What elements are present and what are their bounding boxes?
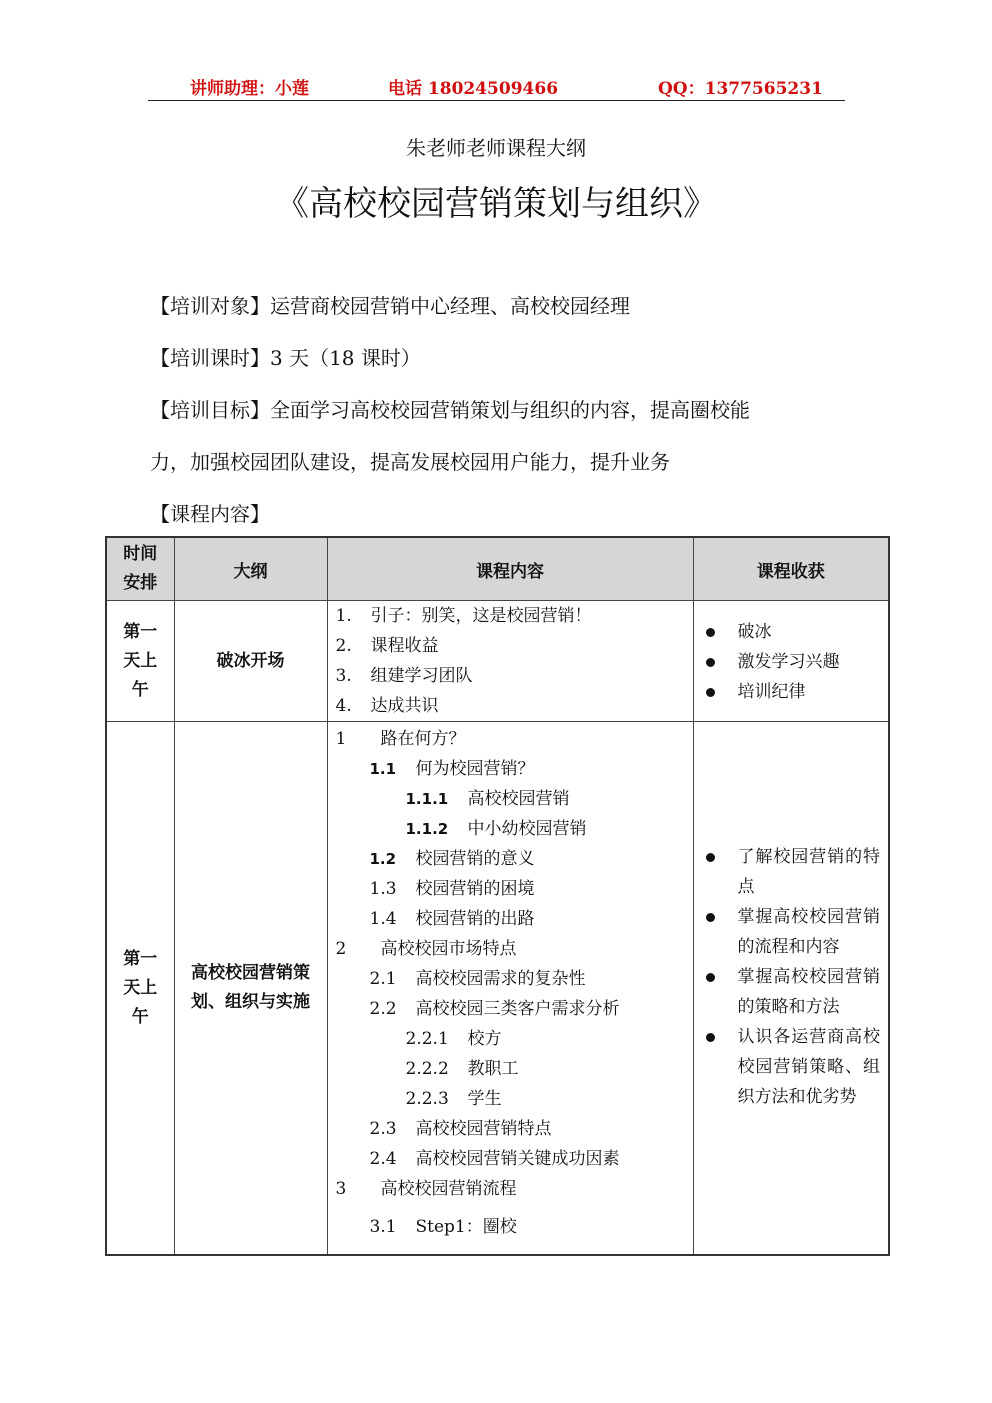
list-item: 2.3 高校校园营销特点 <box>369 1119 552 1139</box>
gain-item: 掌握高校校园营销的流程和内容 <box>694 902 889 962</box>
phone-contact: 电话 18024509466 <box>388 79 559 99</box>
list-item: 3. 组建学习团队 <box>335 666 473 686</box>
list-item: 1.1 何为校园营销？ <box>369 759 535 779</box>
list-item: 2.1 高校校园需求的复杂性 <box>369 969 586 989</box>
page-header <box>148 72 845 101</box>
gain-item: 认识各运营商高校校园营销策略、组织方法和优劣势 <box>694 1022 889 1112</box>
course-content-label: 【课程内容】 <box>150 502 270 526</box>
bullet-icon <box>706 913 715 922</box>
list-item: 4. 达成共识 <box>335 696 439 716</box>
gain-item: 破冰 <box>694 617 889 647</box>
list-item: 1 路在何方？ <box>335 729 466 749</box>
row-gains <box>693 722 889 1256</box>
list-item: 2.2 高校校园三类客户需求分析 <box>369 999 620 1019</box>
bullet-icon <box>706 688 715 697</box>
list-item: 2 高校校园市场特点 <box>335 939 517 959</box>
list-item: 1.3 校园营销的困境 <box>369 879 535 899</box>
list-item: 2.2.2 教职工 <box>405 1059 519 1079</box>
gain-item: 激发学习兴趣 <box>694 647 889 677</box>
list-item: 3.1 Step1：圈校 <box>369 1217 517 1237</box>
list-item: 3 高校校园营销流程 <box>335 1179 517 1199</box>
training-goal-line2: 力，加强校园团队建设，提高发展校园用户能力，提升业务 <box>150 450 670 474</box>
table-row <box>106 601 889 722</box>
bullet-icon <box>706 658 715 667</box>
bullet-icon <box>706 1033 715 1042</box>
table-row <box>106 722 889 1256</box>
row-time: 第一天上午 <box>106 601 174 722</box>
table-header-row <box>106 537 889 601</box>
row-time: 第一天上午 <box>106 722 174 1256</box>
list-item: 2.4 高校校园营销关键成功因素 <box>369 1149 620 1169</box>
gain-item: 掌握高校校园营销的策略和方法 <box>694 962 889 1022</box>
row-gains <box>693 601 889 722</box>
training-target: 【培训对象】运营商校园营销中心经理、高校校园经理 <box>150 294 630 318</box>
bullet-icon <box>706 853 715 862</box>
training-hours: 【培训课时】3 天（18 课时） <box>150 346 421 370</box>
doc-title: 《高校校园营销策划与组织》 <box>275 184 717 224</box>
list-item: 2.2.3 学生 <box>405 1089 502 1109</box>
row-content <box>327 722 693 1256</box>
header-content: 课程内容 <box>327 537 693 601</box>
list-item: 1.1.2 中小幼校园营销 <box>405 819 587 839</box>
list-item: 1.4 校园营销的出路 <box>369 909 535 929</box>
header-outline: 大纲 <box>174 537 327 601</box>
training-goal-line1: 【培训目标】全面学习高校校园营销策划与组织的内容，提高圈校能 <box>150 398 750 422</box>
doc-subtitle: 朱老师老师课程大纲 <box>406 136 586 160</box>
header-gains: 课程收获 <box>693 537 889 601</box>
row-outline: 破冰开场 <box>174 601 327 722</box>
assistant-contact: 讲师助理：小莲 <box>190 79 309 99</box>
list-item: 2.2.1 校方 <box>405 1029 502 1049</box>
list-item: 1.2 校园营销的意义 <box>369 849 535 869</box>
list-item: 1. 引子：别笑，这是校园营销！ <box>335 606 592 626</box>
gain-item: 培训纪律 <box>694 677 889 707</box>
course-table <box>105 536 890 1256</box>
row-outline: 高校校园营销策划、组织与实施 <box>174 722 327 1256</box>
list-item: 1.1.1 高校校园营销 <box>405 789 570 809</box>
list-item: 2. 课程收益 <box>335 636 439 656</box>
qq-contact: QQ：1377565231 <box>658 79 823 99</box>
gain-item: 了解校园营销的特点 <box>694 842 889 902</box>
bullet-icon <box>706 973 715 982</box>
row-content <box>327 601 693 722</box>
bullet-icon <box>706 628 715 637</box>
header-time: 时间安排 <box>106 537 174 601</box>
